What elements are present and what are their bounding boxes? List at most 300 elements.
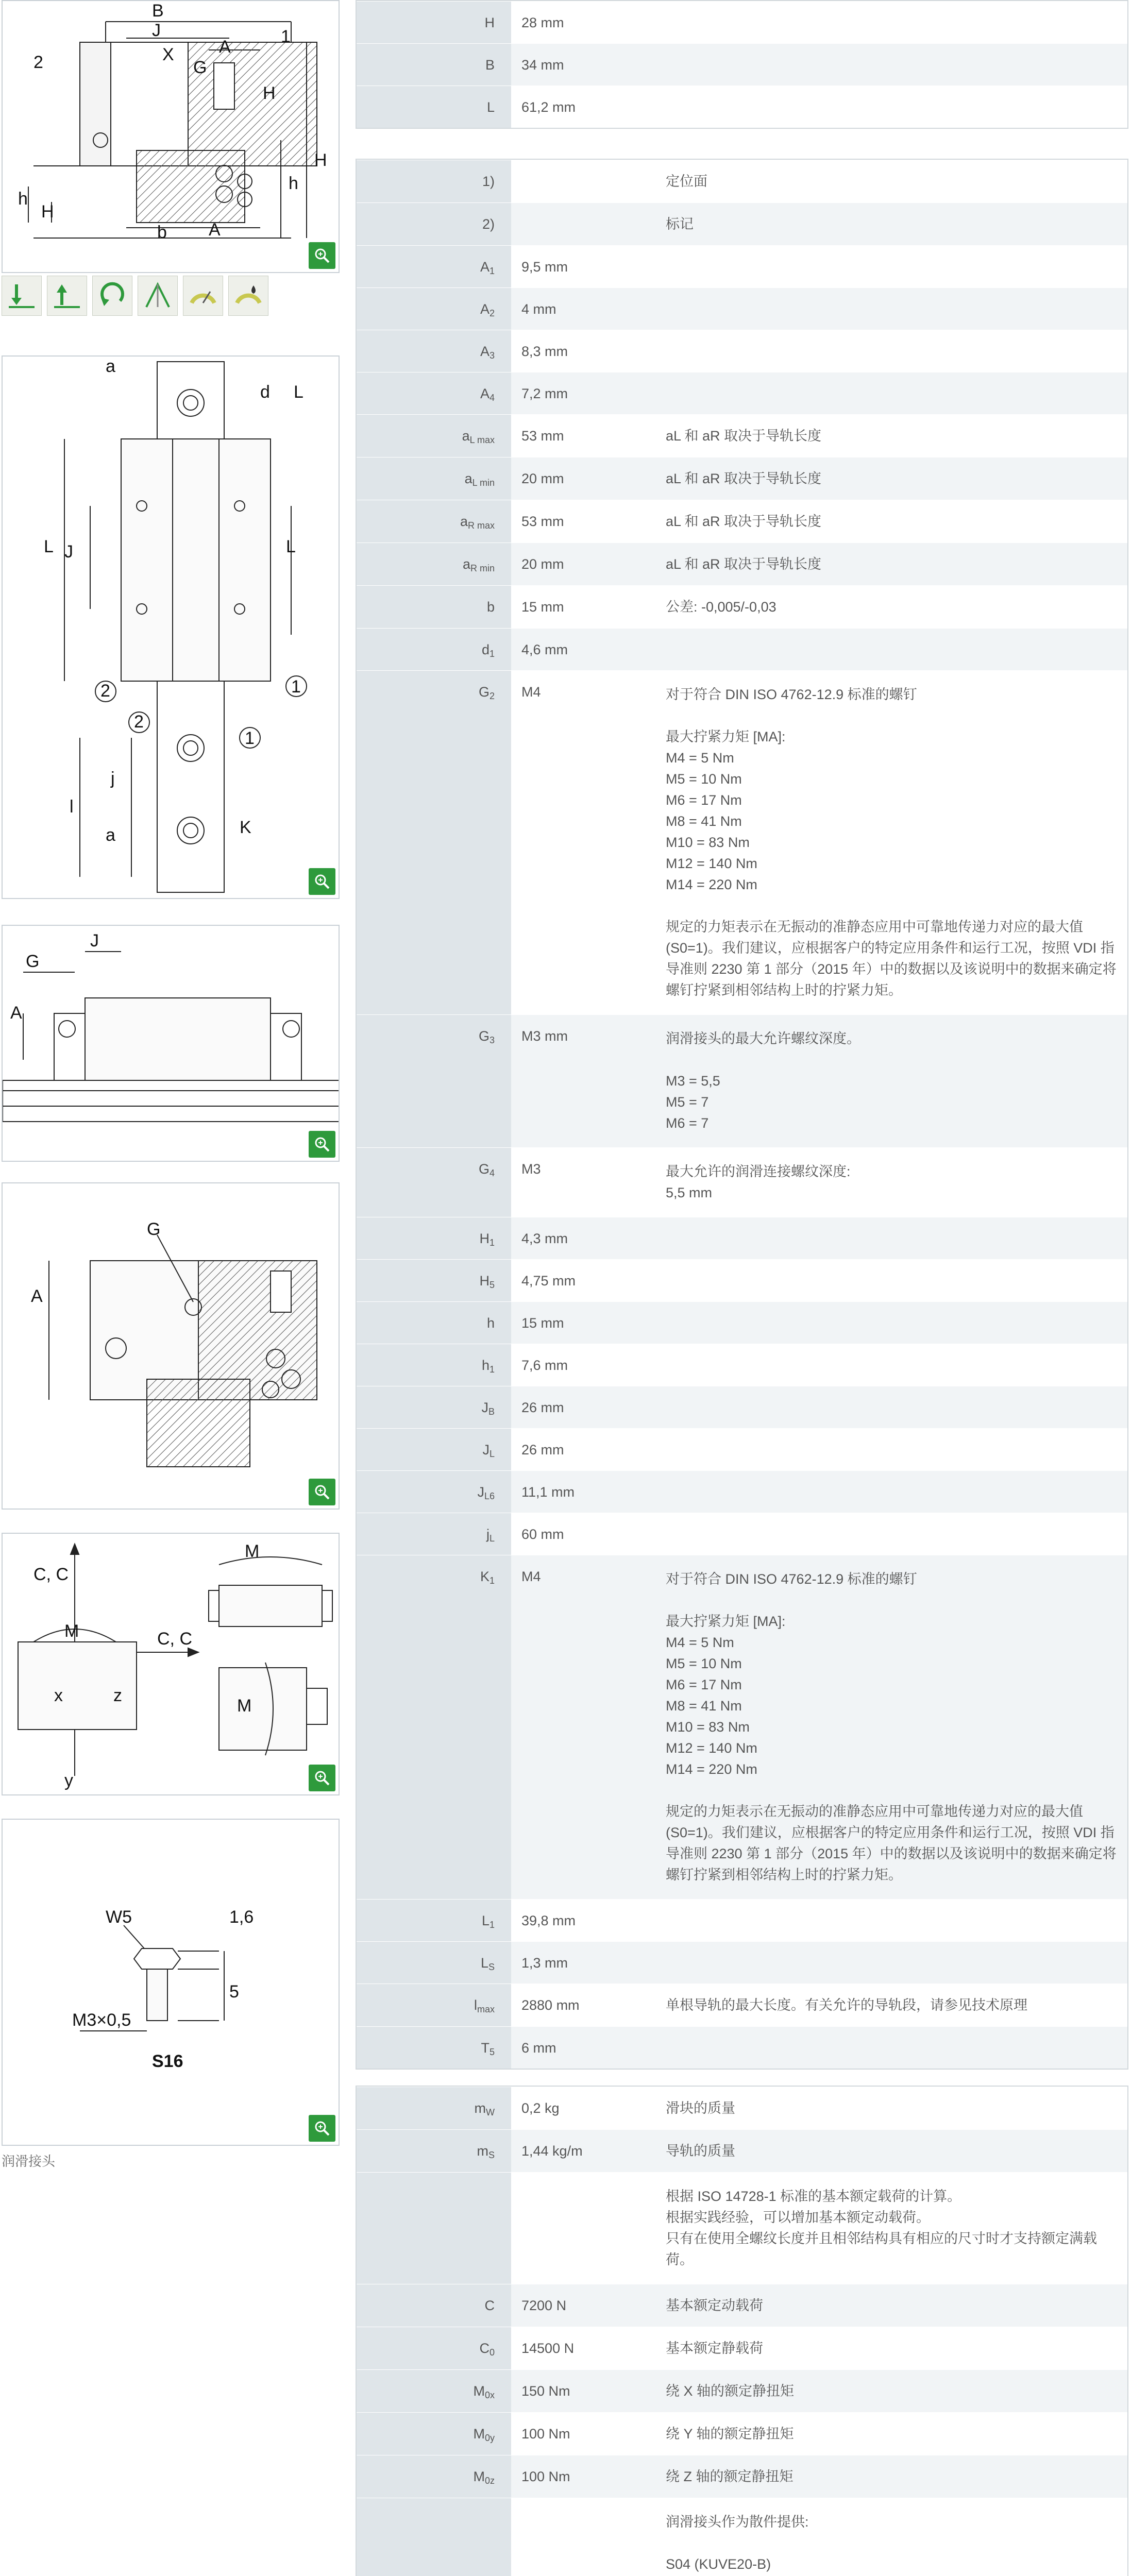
symbol-text: L <box>481 1913 489 1928</box>
symbol-text: G <box>478 1028 489 1044</box>
label-H1: H <box>41 202 54 222</box>
value-cell: 100 Nm <box>511 2413 666 2455</box>
value-cell: 4 mm <box>511 288 666 330</box>
symbol-text: a <box>462 428 470 444</box>
symbol-cell <box>357 1386 511 1428</box>
symbol-text: m <box>477 2143 488 2159</box>
feature-icon-bar <box>2 276 280 319</box>
magnifier-icon <box>313 873 331 890</box>
symbol-cell <box>357 2173 511 2284</box>
description-cell: 基本额定静载荷 <box>666 2327 1127 2369</box>
magnifier-icon <box>313 247 331 264</box>
label-G2: G <box>193 58 207 77</box>
drawing-top-view[interactable] <box>2 355 340 899</box>
value-cell: M4 <box>511 671 666 1014</box>
table-row <box>357 287 1127 330</box>
value-cell: 14500 N <box>511 2327 666 2369</box>
table-row <box>357 330 1127 372</box>
description-cell: 公差: -0,005/-0,03 <box>666 586 1127 628</box>
description-cell <box>666 1302 1127 1344</box>
symbol-text: M <box>473 2383 485 2399</box>
value-cell: 60 mm <box>511 1513 666 1555</box>
zoom-button-2[interactable] <box>309 868 335 895</box>
symbol-text: H <box>479 1273 489 1289</box>
symbol-cell <box>357 415 511 457</box>
description-cell <box>666 246 1127 287</box>
label-Ls: L <box>294 382 303 402</box>
description-cell: 绕 Y 轴的额定静扭矩 <box>666 2413 1127 2455</box>
symbol-cell <box>357 2 511 43</box>
description-cell: 绕 Z 轴的额定静扭矩 <box>666 2455 1127 2498</box>
symbol-cell <box>357 160 511 202</box>
symbol-subscript: 3 <box>489 1035 495 1045</box>
label-M0x: M <box>64 1621 79 1641</box>
label-b: b <box>157 223 167 242</box>
load-down-icon <box>2 276 42 316</box>
table-row <box>357 1513 1127 1555</box>
symbol-text: G <box>478 1161 489 1177</box>
label-x: x <box>54 1686 63 1705</box>
symbol-cell <box>357 288 511 330</box>
magnifier-icon <box>313 1483 331 1501</box>
lubrication-icon <box>228 276 268 316</box>
symbol-cell <box>357 671 511 1014</box>
label-z: z <box>113 1686 122 1705</box>
symbol-subscript: B <box>488 1406 495 1417</box>
zoom-button-5[interactable] <box>309 1765 335 1791</box>
value-cell: 9,5 mm <box>511 246 666 287</box>
symbol-text: a <box>464 471 472 486</box>
symbol-text: d <box>481 642 489 657</box>
symbol-text: C <box>484 2298 495 2313</box>
symbol-text: M <box>473 2469 485 2484</box>
label-M0z: M <box>245 1541 260 1561</box>
value-cell: 4,75 mm <box>511 1260 666 1301</box>
dimension-table-detail <box>356 159 1128 2070</box>
symbol-cell <box>357 2087 511 2129</box>
symbol-cell <box>357 629 511 670</box>
value-cell: 34 mm <box>511 44 666 86</box>
symbol-subscript: 5 <box>489 2047 495 2057</box>
table-row <box>357 372 1127 414</box>
symbol-subscript: R max <box>467 520 495 531</box>
table-row <box>357 1301 1127 1344</box>
symbol-cell <box>357 457 511 500</box>
symbol-subscript: 1 <box>489 649 495 659</box>
value-cell: 7,2 mm <box>511 372 666 414</box>
symbol-text: H <box>484 15 495 30</box>
value-cell: M4 <box>511 1555 666 1899</box>
symbol-cell <box>357 543 511 585</box>
symbol-cell <box>357 1900 511 1941</box>
top-view-svg <box>3 357 340 899</box>
symbol-cell <box>357 2455 511 2498</box>
value-cell: 11,1 mm <box>511 1471 666 1513</box>
symbol-text: G <box>478 684 489 700</box>
symbol-subscript: 3 <box>489 350 495 361</box>
label-W5: W5 <box>106 1907 132 1927</box>
symbol-subscript: W <box>486 2107 495 2117</box>
label-C-C0-horizontal: C, C <box>157 1629 192 1649</box>
zoom-button-4[interactable] <box>309 1479 335 1505</box>
label-jL: j <box>111 769 115 788</box>
symbol-subscript: 0x <box>484 2390 495 2400</box>
symbol-text: l <box>474 1997 477 2013</box>
symbol-cell <box>357 2027 511 2069</box>
moment-icon <box>92 276 132 316</box>
symbol-cell <box>357 2130 511 2172</box>
symbol-cell <box>357 2327 511 2369</box>
table-row <box>357 2455 1127 2498</box>
description-cell <box>666 1260 1127 1301</box>
dimension-table-main <box>356 0 1128 129</box>
description-cell <box>666 44 1127 86</box>
symbol-cell <box>357 1513 511 1555</box>
table-row <box>357 202 1127 245</box>
magnifier-icon <box>313 1136 331 1153</box>
description-cell: aL 和 aR 取决于导轨长度 <box>666 543 1127 585</box>
drawing-load-directions[interactable] <box>2 1533 340 1795</box>
value-cell: 150 Nm <box>511 2370 666 2412</box>
description-cell <box>666 372 1127 414</box>
symbol-cell <box>357 372 511 414</box>
symbol-subscript: 1 <box>489 1238 495 1248</box>
symbol-subscript: 0z <box>484 2476 495 2486</box>
value-cell: 1,44 kg/m <box>511 2130 666 2172</box>
symbol-text: h <box>486 1315 495 1331</box>
table-row <box>357 1386 1127 1428</box>
symbol-text: b <box>486 599 495 615</box>
symbol-text: L <box>480 1955 488 1971</box>
symbol-text: A <box>480 386 489 401</box>
symbol-subscript: 4 <box>489 393 495 403</box>
table-row <box>357 245 1127 287</box>
symbol-subscript: 1 <box>489 1364 495 1375</box>
label-circle2: 2 <box>33 53 43 72</box>
symbol-text: T <box>481 2040 489 2056</box>
symbol-cell <box>357 1217 511 1259</box>
cross-section-svg <box>3 1 340 273</box>
symbol-cell <box>357 203 511 245</box>
value-cell: 61,2 mm <box>511 86 666 128</box>
description-cell: 对于符合 DIN ISO 4762-12.9 标准的螺钉 最大拧紧力矩 [MA]: M4 = 5 Nm M5 = 10 Nm M6 = 17 Nm M8 = 41 Nm M10 = 83 Nm M12 = 140 Nm M14 = 220 Nm 规定的力矩表示在无振动的准静态应用中可靠地传递力对应的最大值 (S0=1)。我们建议，应根据客户的特定应用条件和运行工况，按照 VDI 指导准则 2230 第 1 部分（2015 年）中的数据以及该说明中的数据来确定将螺钉拧紧到相邻结构上时的拧紧力矩。 <box>666 671 1127 1014</box>
value-cell: 26 mm <box>511 1386 666 1428</box>
symbol-cell <box>357 500 511 543</box>
table-row <box>357 1941 1127 1984</box>
label-circle2a: 2 <box>100 681 110 701</box>
table-row <box>357 2327 1127 2369</box>
symbol-text: J <box>482 1442 489 1458</box>
symbol-subscript: L <box>489 1533 495 1544</box>
label-A4: A <box>10 1003 22 1023</box>
label-S16: S16 <box>152 2052 183 2071</box>
table-row <box>357 457 1127 500</box>
label-JL6: J <box>90 931 99 951</box>
value-cell: M3 mm <box>511 1015 666 1147</box>
drawing-lubrication-nipple[interactable] <box>2 1819 340 2146</box>
table-row <box>357 2026 1127 2069</box>
value-cell: 15 mm <box>511 1302 666 1344</box>
description-cell <box>666 2027 1127 2069</box>
description-cell <box>666 1513 1127 1555</box>
value-cell: 26 mm <box>511 1429 666 1470</box>
symbol-text: H <box>479 1231 489 1246</box>
symbol-cell <box>357 44 511 86</box>
label-5: 5 <box>229 1982 239 2002</box>
value-cell: 20 mm <box>511 457 666 500</box>
value-cell: 1,3 mm <box>511 1942 666 1984</box>
description-cell <box>666 1942 1127 1984</box>
table-row <box>357 2087 1127 2129</box>
description-cell <box>666 330 1127 372</box>
symbol-subscript: R min <box>470 563 495 573</box>
description-cell: 最大允许的润滑连接螺纹深度: 5,5 mm <box>666 1148 1127 1217</box>
label-B: B <box>152 1 164 21</box>
symbol-cell <box>357 586 511 628</box>
symbol-text: L <box>486 99 495 115</box>
value-cell: M3 <box>511 1148 666 1217</box>
table-row <box>357 2498 1127 2576</box>
symbol-text: a <box>462 556 470 572</box>
value-cell: 100 Nm <box>511 2455 666 2498</box>
value-cell: 4,6 mm <box>511 629 666 670</box>
symbol-text: m <box>474 2100 486 2116</box>
speed-icon <box>183 276 223 316</box>
zoom-button-3[interactable] <box>309 1131 335 1158</box>
table-row <box>357 543 1127 585</box>
magnifier-icon <box>313 1769 331 1787</box>
description-cell <box>666 1217 1127 1259</box>
symbol-cell <box>357 2498 511 2576</box>
table-row <box>357 1147 1127 1217</box>
description-cell: 定位面 <box>666 160 1127 202</box>
symbol-subscript: max <box>477 2004 495 2014</box>
label-h: h <box>289 174 298 193</box>
description-cell: 滑块的质量 <box>666 2087 1127 2129</box>
symbol-cell <box>357 330 511 372</box>
symbol-cell <box>357 1302 511 1344</box>
label-M0y: M <box>237 1696 252 1716</box>
label-L1: L <box>286 537 296 556</box>
load-directions-svg <box>3 1534 340 1795</box>
label-G3: G <box>147 1219 161 1239</box>
symbol-subscript: S <box>488 1962 495 1972</box>
value-cell <box>511 2498 666 2576</box>
label-circle1: 1 <box>281 27 291 46</box>
symbol-subscript: 2 <box>489 691 495 701</box>
label-lmax: l <box>70 797 74 817</box>
description-cell: 对于符合 DIN ISO 4762-12.9 标准的螺钉 最大拧紧力矩 [MA]: M4 = 5 Nm M5 = 10 Nm M6 = 17 Nm M8 = 41 Nm M10 = 83 Nm M12 = 140 Nm M14 = 220 Nm 规定的力矩表示在无振动的准静态应用中可靠地传递力对应的最大值 (S0=1)。我们建议，应根据客户的特定应用条件和运行工况，按照 VDI 指导准则 2230 第 1 部分（2015 年）中的数据以及该说明中的数据来确定将螺钉拧紧到相邻结构上时的拧紧力矩。 <box>666 1555 1127 1899</box>
symbol-subscript: 4 <box>489 1168 495 1178</box>
description-cell: 导轨的质量 <box>666 2130 1127 2172</box>
table-row <box>357 86 1127 128</box>
label-A3: A <box>31 1286 43 1306</box>
label-A2: A <box>219 37 231 57</box>
value-cell: 7,6 mm <box>511 1344 666 1386</box>
symbol-text: A <box>480 259 489 275</box>
symbol-cell <box>357 1555 511 1899</box>
symbol-text: h <box>481 1358 489 1373</box>
description-cell: 标记 <box>666 203 1127 245</box>
description-cell <box>666 86 1127 128</box>
lubrication-caption: 润滑接头 <box>2 2154 56 2169</box>
description-cell <box>666 1900 1127 1941</box>
label-X: X <box>162 45 174 64</box>
rigidity-icon <box>138 276 178 316</box>
symbol-subscript: 1 <box>489 266 495 276</box>
table-row <box>357 2284 1127 2327</box>
lubrication-nipple-svg <box>3 1820 340 2146</box>
symbol-text: J <box>477 1484 484 1500</box>
table-row <box>357 1217 1127 1259</box>
symbol-subscript: 1 <box>489 1920 495 1930</box>
label-aR: a <box>106 825 115 845</box>
table-row <box>357 43 1127 86</box>
symbol-cell <box>357 2370 511 2412</box>
description-cell <box>666 629 1127 670</box>
symbol-text: A <box>480 301 489 317</box>
description-cell <box>666 1386 1127 1428</box>
symbol-cell <box>357 2413 511 2455</box>
label-JB: J <box>152 21 161 40</box>
table-row <box>357 1984 1127 2026</box>
label-aL: a <box>106 357 115 376</box>
symbol-cell <box>357 1260 511 1301</box>
value-cell: 0,2 kg <box>511 2087 666 2129</box>
symbol-text: 1) <box>482 174 495 189</box>
table-row <box>357 2412 1127 2455</box>
label-d1: d <box>260 382 270 402</box>
description-cell: 润滑接头的最大允许螺纹深度。 M3 = 5,5 M5 = 7 M6 = 7 <box>666 1015 1127 1147</box>
table-row <box>357 1470 1127 1513</box>
table-row <box>357 1 1127 43</box>
description-cell: 根据 ISO 14728-1 标准的基本额定载荷的计算。 根据实践经验，可以增加基本额定动载荷。 只有在使用全螺纹长度并且相邻结构具有相应的尺寸时才支持额定满载荷。 <box>666 2173 1127 2284</box>
symbol-text: 2) <box>482 216 495 232</box>
value-cell: 53 mm <box>511 500 666 543</box>
symbol-subscript: L6 <box>484 1491 495 1501</box>
table-row <box>357 1259 1127 1301</box>
description-cell: 绕 X 轴的额定静扭矩 <box>666 2370 1127 2412</box>
symbol-subscript: L min <box>472 478 495 488</box>
table-row <box>357 2129 1127 2172</box>
symbol-cell <box>357 1429 511 1470</box>
symbol-cell <box>357 86 511 128</box>
symbol-subscript: S <box>488 2150 495 2160</box>
description-cell: 基本额定动载荷 <box>666 2284 1127 2327</box>
description-cell <box>666 288 1127 330</box>
value-cell <box>511 160 666 202</box>
table-row <box>357 160 1127 202</box>
table-row <box>357 1428 1127 1470</box>
table-row <box>357 1014 1127 1147</box>
description-cell <box>666 2 1127 43</box>
symbol-text: J <box>481 1400 488 1415</box>
value-cell: 39,8 mm <box>511 1900 666 1941</box>
symbol-cell <box>357 1015 511 1147</box>
label-JL: J <box>64 542 73 562</box>
description-cell: 润滑接头作为散件提供: S04 (KUVE20-B) <box>666 2498 1127 2576</box>
load-rating-table <box>356 2086 1128 2576</box>
symbol-subscript: 5 <box>489 1280 495 1290</box>
table-row <box>357 414 1127 457</box>
zoom-button-6[interactable] <box>309 2115 335 2142</box>
table-row <box>357 2369 1127 2412</box>
symbol-text: C <box>479 2341 489 2356</box>
symbol-subscript: 0y <box>484 2433 495 2443</box>
label-circle1a: 1 <box>291 677 301 697</box>
label-circle1b: 1 <box>245 728 255 748</box>
magnifier-icon <box>313 2120 331 2137</box>
symbol-cell <box>357 1942 511 1984</box>
table-row <box>357 670 1127 1014</box>
symbol-subscript: L <box>489 1449 495 1459</box>
symbol-subscript: 1 <box>489 1575 495 1586</box>
table-row <box>357 585 1127 628</box>
drawing-section-g3[interactable] <box>2 1182 340 1510</box>
description-cell: aL 和 aR 取决于导轨长度 <box>666 415 1127 457</box>
value-cell: 4,3 mm <box>511 1217 666 1259</box>
table-row <box>357 1899 1127 1941</box>
label-circle2b: 2 <box>134 712 144 732</box>
symbol-cell <box>357 2284 511 2327</box>
value-cell: 53 mm <box>511 415 666 457</box>
drawing-side-view[interactable] <box>2 925 340 1162</box>
description-cell: 单根导轨的最大长度。有关允许的导轨段，请参见技术原理 <box>666 1984 1127 2026</box>
symbol-cell <box>357 1148 511 1217</box>
drawing-cross-section[interactable] <box>2 0 340 273</box>
load-up-icon <box>47 276 87 316</box>
label-h1: h <box>18 189 28 209</box>
value-cell: 28 mm <box>511 2 666 43</box>
symbol-cell <box>357 246 511 287</box>
zoom-button-1[interactable] <box>309 242 335 269</box>
label-C-C0-vertical: C, C <box>33 1565 69 1584</box>
value-cell <box>511 2173 666 2284</box>
table-row <box>357 1555 1127 1899</box>
symbol-text: M <box>473 2426 485 2442</box>
value-cell: 2880 mm <box>511 1984 666 2026</box>
value-cell: 20 mm <box>511 543 666 585</box>
value-cell: 7200 N <box>511 2284 666 2327</box>
label-H: H <box>314 150 327 170</box>
label-M3x05: M3×0,5 <box>72 2010 131 2030</box>
label-1-6: 1,6 <box>229 1907 254 1927</box>
value-cell: 15 mm <box>511 586 666 628</box>
label-y: y <box>64 1771 73 1790</box>
value-cell: 6 mm <box>511 2027 666 2069</box>
label-H5: H <box>263 83 276 103</box>
description-cell: aL 和 aR 取决于导轨长度 <box>666 500 1127 543</box>
table-row <box>357 1344 1127 1386</box>
table-row <box>357 2172 1127 2284</box>
section-g3-svg <box>3 1183 340 1510</box>
value-cell <box>511 203 666 245</box>
description-cell <box>666 1344 1127 1386</box>
symbol-subscript: 2 <box>489 308 495 318</box>
symbol-cell <box>357 1344 511 1386</box>
symbol-text: A <box>480 344 489 359</box>
symbol-text: a <box>460 514 468 529</box>
description-cell: aL 和 aR 取决于导轨长度 <box>666 457 1127 500</box>
table-row <box>357 628 1127 670</box>
symbol-subscript: L max <box>469 435 495 445</box>
label-G4: G <box>26 952 40 971</box>
label-L: L <box>44 537 54 556</box>
symbol-cell <box>357 1984 511 2026</box>
label-A1: A <box>209 220 221 240</box>
symbol-subscript: 0 <box>489 2347 495 2358</box>
symbol-text: j <box>486 1527 489 1542</box>
